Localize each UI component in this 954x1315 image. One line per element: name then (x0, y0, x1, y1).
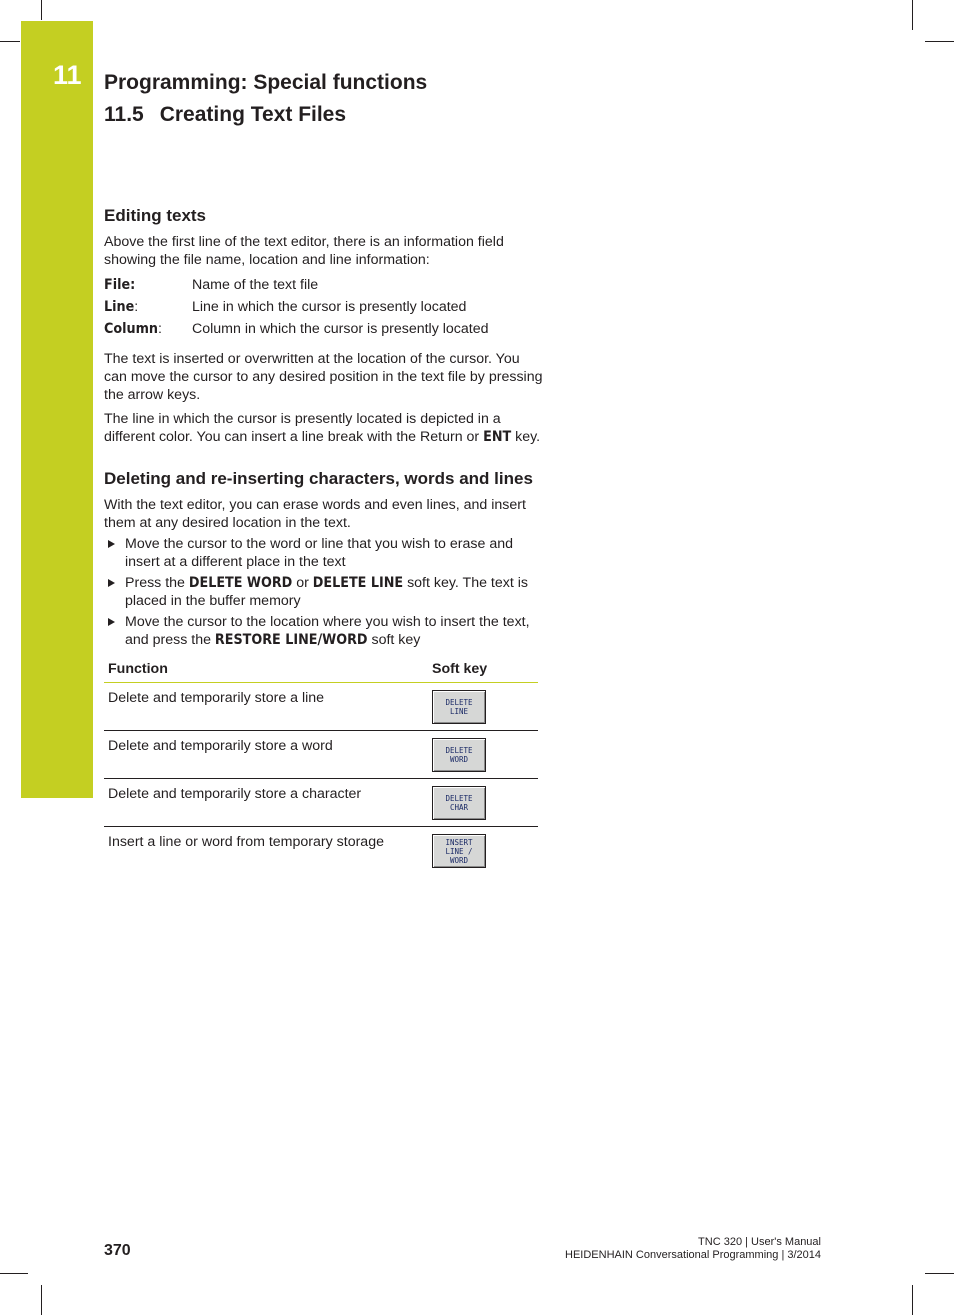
key-name: ENT (483, 429, 512, 445)
step-list (104, 535, 544, 649)
chapter-number: 11 (53, 60, 82, 90)
table-row (104, 779, 538, 827)
delete-word-softkey-icon: DELETE WORD (432, 738, 486, 772)
info-field-list (104, 276, 544, 342)
arrow-right-icon (108, 579, 115, 587)
arrow-right-icon (108, 540, 115, 548)
section-title (104, 103, 346, 127)
crop-mark (925, 1273, 954, 1274)
crop-mark (912, 0, 913, 30)
table-row (104, 827, 538, 875)
list-item: Press the DELETE WORD or DELETE LINE soft key. The text is placed in the buffer memory (104, 574, 544, 610)
paragraph: With the text editor, you can erase words and even lines, and insert them at any desired location in the text. (104, 497, 526, 531)
crop-mark (925, 41, 954, 42)
crop-mark (912, 1285, 913, 1315)
softkey-cell (428, 827, 538, 875)
footer-info (565, 1236, 821, 1262)
arrow-right-icon (108, 618, 115, 626)
function-cell: Delete and temporarily store a line (104, 683, 428, 731)
definition-description: Line in which the cursor is presently located (192, 299, 467, 315)
function-cell: Insert a line or word from temporary storage (108, 834, 384, 850)
delete-char-softkey-icon: DELETE CHAR (432, 786, 486, 820)
softkey-cell (428, 683, 538, 731)
softkey-cell (428, 731, 538, 779)
section-title-text: Creating Text Files (159, 103, 347, 126)
function-cell: Delete and temporarily store a character (104, 779, 428, 827)
definition-term: File: (104, 277, 136, 293)
chapter-title: Programming: Special functions (104, 71, 428, 94)
delete-line-softkey-icon: DELETE LINE (432, 690, 486, 724)
insert-line-word-softkey-icon: INSERT LINE / WORD (432, 834, 486, 868)
function-cell: Delete and temporarily store a word (104, 731, 428, 779)
paragraph: The line in which the cursor is presently located is depicted in a different color. You can insert a line break with the Return or ENT key. (104, 411, 541, 445)
definition-term: Line: (104, 299, 139, 315)
softkey-cell (428, 779, 538, 827)
definition-row (104, 298, 544, 320)
heading-editing-texts: Editing texts (104, 206, 207, 225)
crop-mark (0, 41, 20, 42)
footer-line: TNC 320 | User's Manual (698, 1236, 821, 1248)
page-content (104, 205, 544, 874)
page-number: 370 (104, 1242, 131, 1259)
list-item: Move the cursor to the location where you wish to insert the text, and press the RESTORE LINE/WORD soft key (104, 613, 544, 649)
table-row (104, 683, 538, 731)
crop-mark (0, 1273, 28, 1274)
crop-mark (41, 1285, 42, 1315)
section-number: 11.5 (104, 103, 144, 126)
table-header-row (104, 659, 538, 683)
column-header-function: Function (104, 659, 428, 683)
definition-row (104, 320, 544, 342)
softkey-table (104, 659, 538, 874)
crop-mark (41, 0, 42, 20)
chapter-tab (21, 21, 93, 798)
paragraph: Above the first line of the text editor, there is an information field showing the file name, location and line information: (104, 234, 504, 268)
column-header-softkey: Soft key (428, 659, 538, 683)
list-item: Move the cursor to the word or line that you wish to erase and insert at a different place in the text (104, 535, 544, 571)
definition-row (104, 276, 544, 298)
paragraph: The text is inserted or overwritten at the location of the cursor. You can move the cursor to any desired position in the text file by pressing the arrow keys. (104, 351, 543, 403)
table-row (104, 731, 538, 779)
definition-term: Column: (104, 321, 162, 337)
heading-deleting: Deleting and re-inserting characters, words and lines (104, 469, 533, 488)
definition-description: Name of the text file (192, 277, 319, 293)
definition-description: Column in which the cursor is presently located (192, 321, 489, 337)
footer-line: HEIDENHAIN Conversational Programming | 3/2014 (565, 1249, 821, 1261)
